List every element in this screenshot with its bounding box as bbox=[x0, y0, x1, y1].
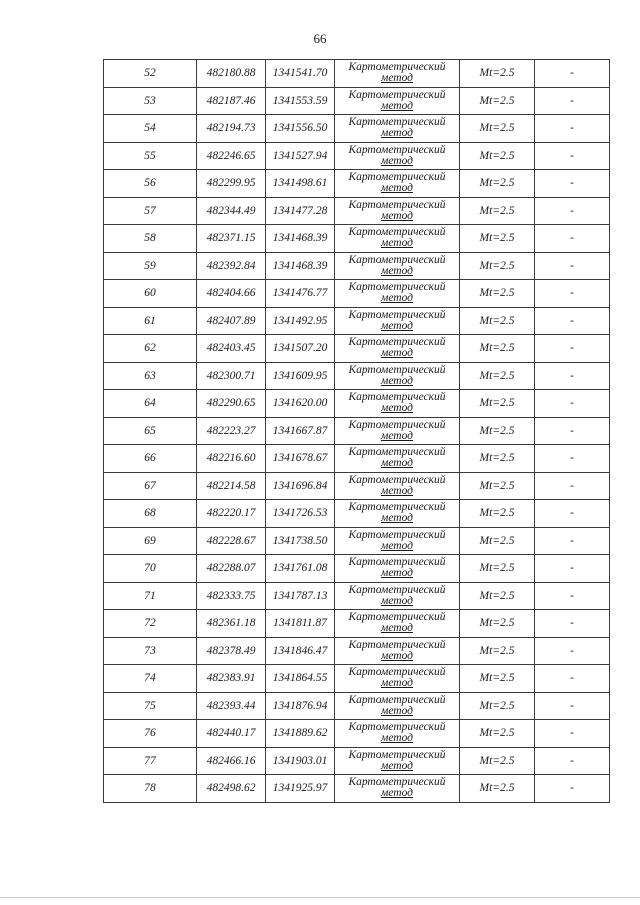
y-coordinate-cell: 1341761.08 bbox=[266, 555, 335, 583]
table-row bbox=[104, 307, 610, 335]
y-coordinate-cell: 1341738.50 bbox=[266, 527, 335, 555]
x-coordinate-cell: 482194.73 bbox=[197, 115, 266, 143]
accuracy-cell: Mt=2.5 bbox=[460, 610, 535, 638]
method-line1: Картометрический bbox=[348, 473, 446, 486]
method-cell bbox=[335, 225, 460, 253]
method-cell bbox=[335, 87, 460, 115]
description-cell: - bbox=[535, 445, 610, 473]
method-line2: метод bbox=[380, 677, 413, 690]
method-line1: Картометрический bbox=[348, 528, 446, 541]
point-number-cell: 68 bbox=[104, 500, 197, 528]
method-cell bbox=[335, 335, 460, 363]
method-cell bbox=[335, 582, 460, 610]
method-line2: метод bbox=[380, 622, 413, 635]
y-coordinate-cell: 1341696.84 bbox=[266, 472, 335, 500]
method-cell bbox=[335, 720, 460, 748]
method-cell bbox=[335, 252, 460, 280]
accuracy-cell: Mt=2.5 bbox=[460, 637, 535, 665]
y-coordinate-cell: 1341468.39 bbox=[266, 252, 335, 280]
method-cell bbox=[335, 197, 460, 225]
table-row bbox=[104, 720, 610, 748]
method-cell bbox=[335, 500, 460, 528]
x-coordinate-cell: 482361.18 bbox=[197, 610, 266, 638]
method-line2: метод bbox=[380, 402, 413, 415]
point-number-cell: 54 bbox=[104, 115, 197, 143]
method-line1: Картометрический bbox=[348, 446, 446, 459]
table-row bbox=[104, 500, 610, 528]
description-cell: - bbox=[535, 280, 610, 308]
method-line1: Картометрический bbox=[348, 638, 446, 651]
point-number-cell: 55 bbox=[104, 142, 197, 170]
method-line2: метод bbox=[380, 704, 413, 717]
point-number-cell: 57 bbox=[104, 197, 197, 225]
description-cell: - bbox=[535, 390, 610, 418]
point-number-cell: 77 bbox=[104, 747, 197, 775]
description-cell: - bbox=[535, 142, 610, 170]
point-number-cell: 65 bbox=[104, 417, 197, 445]
method-line2: метод bbox=[380, 594, 413, 607]
method-cell bbox=[335, 747, 460, 775]
x-coordinate-cell: 482223.27 bbox=[197, 417, 266, 445]
point-number-cell: 74 bbox=[104, 665, 197, 693]
y-coordinate-cell: 1341864.55 bbox=[266, 665, 335, 693]
method-line2: метод bbox=[380, 154, 413, 167]
description-cell: - bbox=[535, 115, 610, 143]
y-coordinate-cell: 1341492.95 bbox=[266, 307, 335, 335]
accuracy-cell: Mt=2.5 bbox=[460, 252, 535, 280]
x-coordinate-cell: 482216.60 bbox=[197, 445, 266, 473]
table-row bbox=[104, 582, 610, 610]
method-line1: Картометрический bbox=[348, 116, 446, 129]
method-line1: Картометрический bbox=[348, 198, 446, 211]
table-row bbox=[104, 390, 610, 418]
point-number-cell: 72 bbox=[104, 610, 197, 638]
method-line1: Картометрический bbox=[348, 226, 446, 239]
point-number-cell: 69 bbox=[104, 527, 197, 555]
table-row bbox=[104, 417, 610, 445]
x-coordinate-cell: 482378.49 bbox=[197, 637, 266, 665]
description-cell: - bbox=[535, 665, 610, 693]
accuracy-cell: Mt=2.5 bbox=[460, 197, 535, 225]
accuracy-cell: Mt=2.5 bbox=[460, 775, 535, 803]
x-coordinate-cell: 482383.91 bbox=[197, 665, 266, 693]
description-cell: - bbox=[535, 775, 610, 803]
y-coordinate-cell: 1341477.28 bbox=[266, 197, 335, 225]
x-coordinate-cell: 482392.84 bbox=[197, 252, 266, 280]
point-number-cell: 62 bbox=[104, 335, 197, 363]
accuracy-cell: Mt=2.5 bbox=[460, 720, 535, 748]
method-cell bbox=[335, 142, 460, 170]
point-number-cell: 73 bbox=[104, 637, 197, 665]
method-line2: метод bbox=[380, 292, 413, 305]
description-cell: - bbox=[535, 747, 610, 775]
x-coordinate-cell: 482228.67 bbox=[197, 527, 266, 555]
x-coordinate-cell: 482288.07 bbox=[197, 555, 266, 583]
table-row bbox=[104, 362, 610, 390]
method-cell bbox=[335, 362, 460, 390]
method-line1: Картометрический bbox=[348, 748, 446, 761]
method-cell bbox=[335, 665, 460, 693]
y-coordinate-cell: 1341889.62 bbox=[266, 720, 335, 748]
x-coordinate-cell: 482220.17 bbox=[197, 500, 266, 528]
table-row bbox=[104, 527, 610, 555]
method-line1: Картометрический bbox=[348, 61, 446, 74]
description-cell: - bbox=[535, 60, 610, 88]
table-row bbox=[104, 60, 610, 88]
table-row bbox=[104, 555, 610, 583]
method-cell bbox=[335, 472, 460, 500]
x-coordinate-cell: 482498.62 bbox=[197, 775, 266, 803]
method-line2: метод bbox=[380, 127, 413, 140]
y-coordinate-cell: 1341787.13 bbox=[266, 582, 335, 610]
table-row bbox=[104, 637, 610, 665]
x-coordinate-cell: 482440.17 bbox=[197, 720, 266, 748]
table-row bbox=[104, 252, 610, 280]
table-row bbox=[104, 197, 610, 225]
method-line1: Картометрический bbox=[348, 391, 446, 404]
table-row bbox=[104, 747, 610, 775]
x-coordinate-cell: 482371.15 bbox=[197, 225, 266, 253]
point-number-cell: 66 bbox=[104, 445, 197, 473]
x-coordinate-cell: 482344.49 bbox=[197, 197, 266, 225]
description-cell: - bbox=[535, 197, 610, 225]
method-line2: метод bbox=[380, 567, 413, 580]
table-row bbox=[104, 225, 610, 253]
accuracy-cell: Mt=2.5 bbox=[460, 472, 535, 500]
y-coordinate-cell: 1341903.01 bbox=[266, 747, 335, 775]
x-coordinate-cell: 482403.45 bbox=[197, 335, 266, 363]
method-line1: Картометрический bbox=[348, 583, 446, 596]
page-number: 66 bbox=[313, 31, 327, 46]
method-cell bbox=[335, 775, 460, 803]
method-line2: метод bbox=[380, 787, 413, 800]
x-coordinate-cell: 482393.44 bbox=[197, 692, 266, 720]
x-coordinate-cell: 482290.65 bbox=[197, 390, 266, 418]
description-cell: - bbox=[535, 500, 610, 528]
method-cell bbox=[335, 692, 460, 720]
table-row bbox=[104, 472, 610, 500]
y-coordinate-cell: 1341726.53 bbox=[266, 500, 335, 528]
method-cell bbox=[335, 445, 460, 473]
accuracy-cell: Mt=2.5 bbox=[460, 115, 535, 143]
accuracy-cell: Mt=2.5 bbox=[460, 500, 535, 528]
method-line2: метод bbox=[380, 512, 413, 525]
x-coordinate-cell: 482299.95 bbox=[197, 170, 266, 198]
method-line1: Картометрический bbox=[348, 363, 446, 376]
description-cell: - bbox=[535, 307, 610, 335]
method-line2: метод bbox=[380, 347, 413, 360]
method-line1: Картометрический bbox=[348, 418, 446, 431]
y-coordinate-cell: 1341846.47 bbox=[266, 637, 335, 665]
y-coordinate-cell: 1341678.67 bbox=[266, 445, 335, 473]
table-row bbox=[104, 610, 610, 638]
y-coordinate-cell: 1341527.94 bbox=[266, 142, 335, 170]
method-cell bbox=[335, 527, 460, 555]
table-row bbox=[104, 280, 610, 308]
method-cell bbox=[335, 610, 460, 638]
description-cell: - bbox=[535, 362, 610, 390]
point-number-cell: 76 bbox=[104, 720, 197, 748]
x-coordinate-cell: 482246.65 bbox=[197, 142, 266, 170]
table-row bbox=[104, 142, 610, 170]
table-row bbox=[104, 115, 610, 143]
y-coordinate-cell: 1341507.20 bbox=[266, 335, 335, 363]
method-line2: метод bbox=[380, 72, 413, 85]
point-number-cell: 75 bbox=[104, 692, 197, 720]
accuracy-cell: Mt=2.5 bbox=[460, 362, 535, 390]
x-coordinate-cell: 482180.88 bbox=[197, 60, 266, 88]
method-line2: метод bbox=[380, 99, 413, 112]
accuracy-cell: Mt=2.5 bbox=[460, 307, 535, 335]
method-line2: метод bbox=[380, 484, 413, 497]
description-cell: - bbox=[535, 555, 610, 583]
point-number-cell: 52 bbox=[104, 60, 197, 88]
description-cell: - bbox=[535, 87, 610, 115]
accuracy-cell: Mt=2.5 bbox=[460, 582, 535, 610]
table-row bbox=[104, 87, 610, 115]
method-line1: Картометрический bbox=[348, 143, 446, 156]
description-cell: - bbox=[535, 610, 610, 638]
point-number-cell: 63 bbox=[104, 362, 197, 390]
table-row bbox=[104, 775, 610, 803]
table-row bbox=[104, 170, 610, 198]
method-line2: метод bbox=[380, 759, 413, 772]
point-number-cell: 59 bbox=[104, 252, 197, 280]
point-number-cell: 58 bbox=[104, 225, 197, 253]
coordinates-table bbox=[103, 59, 610, 803]
method-line2: метод bbox=[380, 182, 413, 195]
accuracy-cell: Mt=2.5 bbox=[460, 87, 535, 115]
table-row bbox=[104, 445, 610, 473]
description-cell: - bbox=[535, 637, 610, 665]
method-cell bbox=[335, 307, 460, 335]
description-cell: - bbox=[535, 225, 610, 253]
method-line2: метод bbox=[380, 539, 413, 552]
method-line1: Картометрический bbox=[348, 308, 446, 321]
description-cell: - bbox=[535, 252, 610, 280]
method-line2: метод bbox=[380, 264, 413, 277]
point-number-cell: 67 bbox=[104, 472, 197, 500]
accuracy-cell: Mt=2.5 bbox=[460, 417, 535, 445]
accuracy-cell: Mt=2.5 bbox=[460, 555, 535, 583]
x-coordinate-cell: 482187.46 bbox=[197, 87, 266, 115]
method-line1: Картометрический bbox=[348, 281, 446, 294]
accuracy-cell: Mt=2.5 bbox=[460, 280, 535, 308]
method-line2: метод bbox=[380, 319, 413, 332]
method-line1: Картометрический bbox=[348, 88, 446, 101]
description-cell: - bbox=[535, 582, 610, 610]
method-cell bbox=[335, 637, 460, 665]
method-line2: метод bbox=[380, 649, 413, 662]
y-coordinate-cell: 1341620.00 bbox=[266, 390, 335, 418]
method-line1: Картометрический bbox=[348, 336, 446, 349]
point-number-cell: 60 bbox=[104, 280, 197, 308]
y-coordinate-cell: 1341498.61 bbox=[266, 170, 335, 198]
method-cell bbox=[335, 390, 460, 418]
method-line1: Картометрический bbox=[348, 693, 446, 706]
method-line1: Картометрический bbox=[348, 611, 446, 624]
y-coordinate-cell: 1341876.94 bbox=[266, 692, 335, 720]
method-line2: метод bbox=[380, 374, 413, 387]
description-cell: - bbox=[535, 417, 610, 445]
description-cell: - bbox=[535, 170, 610, 198]
point-number-cell: 53 bbox=[104, 87, 197, 115]
y-coordinate-cell: 1341609.95 bbox=[266, 362, 335, 390]
method-line2: метод bbox=[380, 237, 413, 250]
point-number-cell: 61 bbox=[104, 307, 197, 335]
accuracy-cell: Mt=2.5 bbox=[460, 142, 535, 170]
y-coordinate-cell: 1341468.39 bbox=[266, 225, 335, 253]
method-line2: метод bbox=[380, 429, 413, 442]
y-coordinate-cell: 1341811.87 bbox=[266, 610, 335, 638]
accuracy-cell: Mt=2.5 bbox=[460, 445, 535, 473]
method-line1: Картометрический bbox=[348, 721, 446, 734]
method-line1: Картометрический bbox=[348, 776, 446, 789]
description-cell: - bbox=[535, 335, 610, 363]
accuracy-cell: Mt=2.5 bbox=[460, 692, 535, 720]
accuracy-cell: Mt=2.5 bbox=[460, 747, 535, 775]
table-row bbox=[104, 335, 610, 363]
method-line1: Картометрический bbox=[348, 253, 446, 266]
description-cell: - bbox=[535, 720, 610, 748]
accuracy-cell: Mt=2.5 bbox=[460, 390, 535, 418]
method-cell bbox=[335, 417, 460, 445]
method-line2: метод bbox=[380, 457, 413, 470]
accuracy-cell: Mt=2.5 bbox=[460, 335, 535, 363]
table-row bbox=[104, 692, 610, 720]
method-line1: Картометрический bbox=[348, 666, 446, 679]
point-number-cell: 56 bbox=[104, 170, 197, 198]
accuracy-cell: Mt=2.5 bbox=[460, 170, 535, 198]
method-cell bbox=[335, 280, 460, 308]
accuracy-cell: Mt=2.5 bbox=[460, 60, 535, 88]
x-coordinate-cell: 482404.66 bbox=[197, 280, 266, 308]
y-coordinate-cell: 1341556.50 bbox=[266, 115, 335, 143]
description-cell: - bbox=[535, 692, 610, 720]
point-number-cell: 78 bbox=[104, 775, 197, 803]
x-coordinate-cell: 482333.75 bbox=[197, 582, 266, 610]
y-coordinate-cell: 1341925.97 bbox=[266, 775, 335, 803]
x-coordinate-cell: 482466.16 bbox=[197, 747, 266, 775]
x-coordinate-cell: 482407.89 bbox=[197, 307, 266, 335]
y-coordinate-cell: 1341541.70 bbox=[266, 60, 335, 88]
method-line1: Картометрический bbox=[348, 556, 446, 569]
method-cell bbox=[335, 60, 460, 88]
method-line2: метод bbox=[380, 732, 413, 745]
coordinates-table-body bbox=[104, 60, 610, 803]
table-row bbox=[104, 665, 610, 693]
description-cell: - bbox=[535, 527, 610, 555]
page-bottom-rule bbox=[0, 897, 640, 898]
x-coordinate-cell: 482214.58 bbox=[197, 472, 266, 500]
y-coordinate-cell: 1341553.59 bbox=[266, 87, 335, 115]
method-line1: Картометрический bbox=[348, 501, 446, 514]
method-cell bbox=[335, 170, 460, 198]
y-coordinate-cell: 1341667.87 bbox=[266, 417, 335, 445]
accuracy-cell: Mt=2.5 bbox=[460, 527, 535, 555]
accuracy-cell: Mt=2.5 bbox=[460, 665, 535, 693]
y-coordinate-cell: 1341476.77 bbox=[266, 280, 335, 308]
description-cell: - bbox=[535, 472, 610, 500]
method-cell bbox=[335, 555, 460, 583]
method-line2: метод bbox=[380, 209, 413, 222]
point-number-cell: 64 bbox=[104, 390, 197, 418]
point-number-cell: 71 bbox=[104, 582, 197, 610]
x-coordinate-cell: 482300.71 bbox=[197, 362, 266, 390]
point-number-cell: 70 bbox=[104, 555, 197, 583]
method-line1: Картометрический bbox=[348, 171, 446, 184]
accuracy-cell: Mt=2.5 bbox=[460, 225, 535, 253]
method-cell bbox=[335, 115, 460, 143]
